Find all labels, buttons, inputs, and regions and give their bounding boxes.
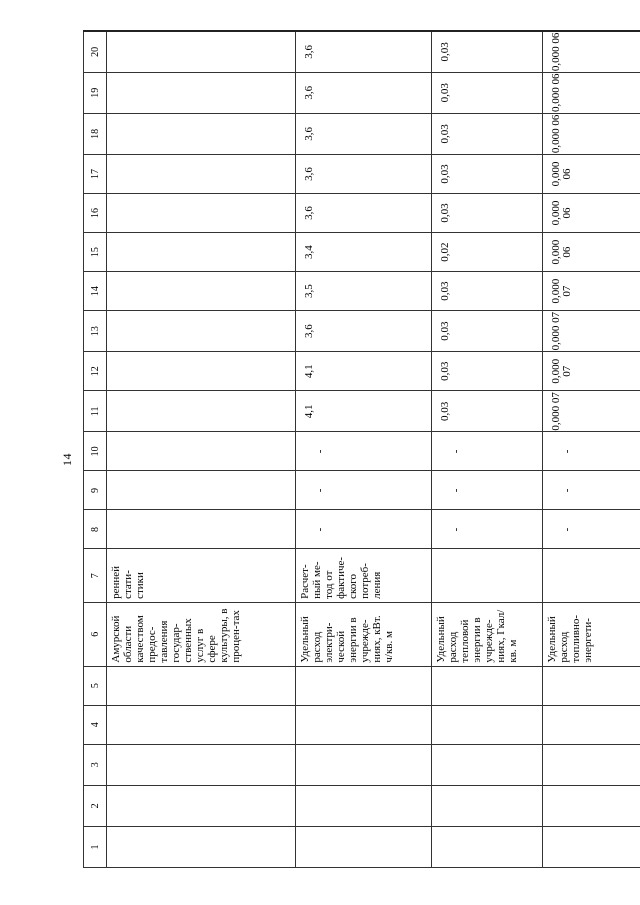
column-header: 2: [84, 785, 107, 826]
value-cell: 3,6: [296, 72, 432, 113]
calculation-method: Расчет-ный ме-тод от фактиче-ского потреб-ления: [296, 549, 432, 602]
empty-cell: [107, 705, 296, 744]
column-header: 12: [84, 352, 107, 391]
column-header: 20: [84, 31, 107, 72]
empty-cell: [107, 744, 296, 785]
calculation-method: ренней стати-стики: [107, 549, 296, 602]
value-cell: 0,000 06: [543, 113, 640, 154]
value-cell: 0,000 07: [543, 311, 640, 352]
empty-cell: [432, 666, 543, 705]
value-cell: -: [543, 510, 640, 549]
value-cell: [107, 272, 296, 311]
column-header: 9: [84, 471, 107, 510]
rotated-table-sheet: [83, 30, 594, 868]
table-row: [432, 31, 543, 868]
empty-cell: [432, 785, 543, 826]
value-cell: -: [432, 471, 543, 510]
column-header: 1: [84, 826, 107, 867]
value-cell: [107, 193, 296, 232]
column-header: 11: [84, 391, 107, 432]
value-cell: 0,000 06: [543, 233, 640, 272]
column-header: 13: [84, 311, 107, 352]
value-cell: 3,6: [296, 193, 432, 232]
value-cell: 3,6: [296, 31, 432, 72]
value-cell: [107, 113, 296, 154]
empty-cell: [296, 785, 432, 826]
value-cell: [107, 352, 296, 391]
value-cell: -: [296, 432, 432, 471]
value-cell: 0,000 06: [543, 193, 640, 232]
value-cell: 0,03: [432, 31, 543, 72]
value-cell: 0,03: [432, 193, 543, 232]
column-header: 15: [84, 233, 107, 272]
column-header: 14: [84, 272, 107, 311]
value-cell: 0,03: [432, 352, 543, 391]
value-cell: 4,1: [296, 391, 432, 432]
value-cell: 3,5: [296, 272, 432, 311]
indicator-name: Удельный расход электри-ческой энергии в учрежде-ниях, кВт. ч/кв. м: [296, 602, 432, 666]
empty-cell: [543, 705, 640, 744]
empty-cell: [543, 666, 640, 705]
value-cell: 0,000 07: [543, 272, 640, 311]
page-number: 14: [60, 453, 74, 466]
table-row: [296, 31, 432, 868]
empty-cell: [296, 826, 432, 867]
value-cell: 0,000 07: [543, 391, 640, 432]
table-row: [107, 31, 296, 868]
value-cell: -: [543, 432, 640, 471]
value-cell: 0,000 06: [543, 31, 640, 72]
indicator-name: Удельный расход тепловой энергии в учрежде-ниях, Гкал/кв. м: [432, 602, 543, 666]
column-header: 7: [84, 549, 107, 602]
value-cell: 0,03: [432, 72, 543, 113]
value-cell: 0,03: [432, 154, 543, 193]
empty-cell: [432, 705, 543, 744]
value-cell: 0,03: [432, 311, 543, 352]
value-cell: 0,000 07: [543, 352, 640, 391]
value-cell: 3,6: [296, 154, 432, 193]
empty-cell: [543, 785, 640, 826]
value-cell: -: [296, 510, 432, 549]
empty-cell: [296, 705, 432, 744]
value-cell: [107, 31, 296, 72]
value-cell: [107, 154, 296, 193]
value-cell: 0,03: [432, 391, 543, 432]
value-cell: [107, 391, 296, 432]
calculation-method: [543, 549, 640, 602]
column-header: 5: [84, 666, 107, 705]
column-header: 17: [84, 154, 107, 193]
value-cell: 4,1: [296, 352, 432, 391]
column-header: 10: [84, 432, 107, 471]
empty-cell: [296, 744, 432, 785]
value-cell: 0,03: [432, 272, 543, 311]
column-header: 6: [84, 602, 107, 666]
value-cell: -: [432, 510, 543, 549]
value-cell: 0,000 06: [543, 154, 640, 193]
value-cell: -: [543, 471, 640, 510]
empty-cell: [432, 744, 543, 785]
table-header-row: [84, 31, 107, 868]
empty-cell: [432, 826, 543, 867]
indicator-name: Амурской области качеством предос-тавления государ-ственных услуг в сфере культуры, в процен-тах: [107, 602, 296, 666]
value-cell: 3,6: [296, 113, 432, 154]
value-cell: [107, 432, 296, 471]
value-cell: [107, 233, 296, 272]
column-header: 16: [84, 193, 107, 232]
indicator-name: Удельный расход топливно-энергети-: [543, 602, 640, 666]
value-cell: -: [432, 432, 543, 471]
value-cell: 0,000 06: [543, 72, 640, 113]
value-cell: -: [296, 471, 432, 510]
value-cell: [107, 72, 296, 113]
value-cell: 0,03: [432, 113, 543, 154]
column-header: 4: [84, 705, 107, 744]
empty-cell: [543, 744, 640, 785]
column-header: 8: [84, 510, 107, 549]
empty-cell: [543, 826, 640, 867]
value-cell: 3,4: [296, 233, 432, 272]
value-cell: [107, 471, 296, 510]
indicators-table: [83, 30, 640, 868]
empty-cell: [107, 785, 296, 826]
column-header: 3: [84, 744, 107, 785]
table-row: [543, 31, 640, 868]
calculation-method: [432, 549, 543, 602]
empty-cell: [107, 826, 296, 867]
empty-cell: [107, 666, 296, 705]
value-cell: [107, 510, 296, 549]
value-cell: [107, 311, 296, 352]
value-cell: 3,6: [296, 311, 432, 352]
empty-cell: [296, 666, 432, 705]
column-header: 18: [84, 113, 107, 154]
column-header: 19: [84, 72, 107, 113]
value-cell: 0,02: [432, 233, 543, 272]
